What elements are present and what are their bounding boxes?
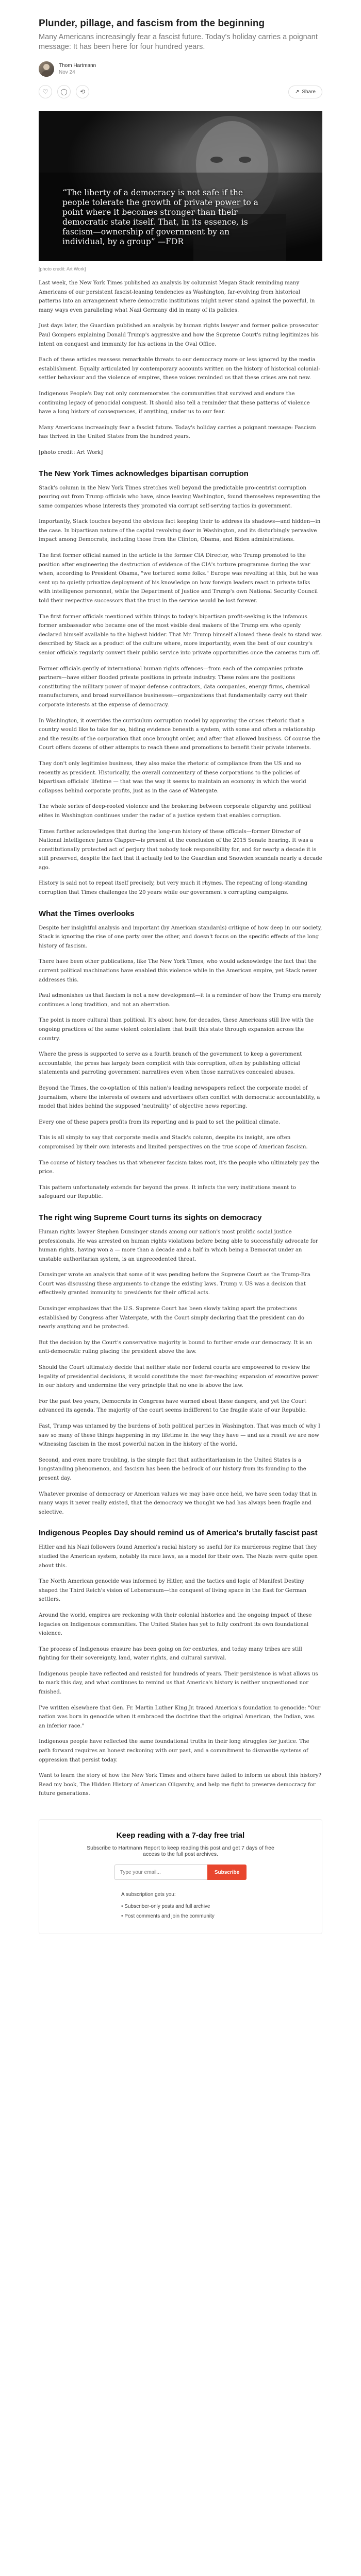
paragraph: Dunsinger emphasizes that the U.S. Supreme Court has been slowly taking apart the protections established by Congress after Watergate, with the Court simply declaring that the president can do nearly anything and be protected. xyxy=(39,1306,305,1330)
publish-date: Nov 24 xyxy=(59,70,75,75)
paragraph: The first former officials mentioned within things to today's bipartisan profit-seeking is the infamous former ambassador who became one of the most visible deal makers of the Trump era who openly declared himself available to the highest bidder. That Mr. Trump himself allowed these deals to stand was described by Stack as a product of the culture where, more importantly, even the best of our country's senior officials regularly convert their public service into private opportunities once the cameras turn off. xyxy=(39,614,322,656)
share-bar xyxy=(39,83,322,98)
paragraph: Want to learn the story of how the New York Times and others have failed to inform us about this history? Read my book, The Hidden History of American Oligarchy, and help me fight to preserve democracy for future generations. xyxy=(39,1773,322,1797)
hero-image xyxy=(39,111,322,261)
paragraph: This is all simply to say that corporate media and Stack's column, despite its insight, are often compromised by their own interests and limited perspectives on the true scope of American fascism. xyxy=(39,1135,308,1150)
paragraph: There have been other publications, like The New York Times, who would acknowledge the fact that the current political machinations have enabled this violence while in the American empire, yet Stack never addresses this. xyxy=(39,959,317,983)
article-subtitle: Many Americans increasingly fear a fascist future. Today's holiday carries a poignant message: It has been here for four hundred years. xyxy=(39,33,318,51)
paragraph: Indigenous People's Day not only commemorates the communities that survived and endure the continuing legacy of genocidal conquest. It should also tell a reminder that these patterns of violence have a long history of consequences, if anything, under us to our fear. xyxy=(39,391,310,415)
paragraph: I've written elsewhere that Gen. Fr. Martin Luther King Jr. traced America's foundation to genocide: "Our nation was born in genocide when it embraced the doctrine that the original American, the Indian, was an inferior race." xyxy=(39,1705,321,1729)
paragraph: Beyond the Times, the co-optation of this nation's leading newspapers reflect the corporate model of journalism, where the interests of owners and advertisers often conflict with democratic accountability, a model that hides behind the supposed 'neutrality' of objective news reporting. xyxy=(39,1085,320,1110)
paragraph: History is said not to repeat itself precisely, but very much it rhymes. The repeating of long-standing corruption that Times challenges the 20 years while our government's corrupting campaigns. xyxy=(39,880,308,896)
paragraph: Human rights lawyer Stephen Dunsinger stands among our nation's most prolific social justice professionals. He was arrested on human rights violations before being able to successfully advocate for human rights, having won a — more than a decade and a half in which being a Democrat under an unstable authoritarian system, is an unprecedented threat. xyxy=(39,1229,318,1262)
paragraph: The process of Indigenous erasure has been going on for centuries, and today many tribes are still fighting for their sovereignty, land, water rights, and cultural survival. xyxy=(39,1646,302,1662)
paragraph: The course of history teaches us that whenever fascism takes root, it's the people who ultimately pay the price. xyxy=(39,1160,319,1175)
restack-icon[interactable]: ⟲ xyxy=(76,85,89,98)
like-heart-icon[interactable]: ♡ xyxy=(39,85,52,98)
paragraph: Dunsinger wrote an analysis that some of it was pending before the Supreme Court as the Trump-Era Court was discussing these arguments to change the existing laws. Trump v. US was a decision that effectively granted immunity to presidents for their official acts. xyxy=(39,1272,310,1296)
paragraph: Just days later, the Guardian published an analysis by human rights lawyer and former police prosecutor Paul Gompers explaining Donald Trump's aggressive and how the Supreme Court's ruling legitimizes his intent on conquest and immunity for his actions in the Oval Office. xyxy=(39,323,319,347)
byline xyxy=(39,61,322,77)
article-column xyxy=(39,0,322,1934)
share-button[interactable] xyxy=(288,86,322,98)
comment-icon[interactable]: ◯ xyxy=(57,85,71,98)
section-heading: The right wing Supreme Court turns its sights on democracy xyxy=(39,1213,262,1222)
paragraph: The point is more cultural than political. It's about how, for decades, these Americans still live with the ongoing practices of the same violent colonialism that built this state through expansion across the country. xyxy=(39,1018,314,1042)
paywall-subscribe-box xyxy=(39,1819,322,1934)
paragraph: Indigenous people have reflected and resisted for hundreds of years. Their persistence is what allows us to mark this day, and what continues to remind us that America's history is neither unquestioned nor finished. xyxy=(39,1671,318,1696)
paragraph: Around the world, empires are reckoning with their colonial histories and the ongoing impact of these legacies on Indigenous communities. The United States has yet to fully confront its own foundational violence. xyxy=(39,1612,312,1637)
paywall-description: Subscribe to Hartmann Report to keep reading this post and get 7 days of free access to the full post archives. xyxy=(87,1845,274,1857)
paragraph: The whole series of deep-rooted violence and the brokering between corporate oligarchy and political elites in Washington continues under the radar of a justice system that enables corruption. xyxy=(39,804,311,819)
paragraph: The first former official named in the article is the former CIA Director, who Trump promoted to the position after engineering the destruction of evidence of the CIA's torture programme during the war when, according to President Obama, "we tortured some folks." Europe was revolting at this, but he was sent up to quietly privatize deployment of his knowledge on how foreign leaders react in private talks with intelligence personnel, while the Department of Justice and Trump's own National Security Council told their respective successors that the trust in the service would be lost forever. xyxy=(39,553,319,604)
author-avatar[interactable] xyxy=(39,61,54,77)
reaction-buttons xyxy=(39,85,89,98)
benefits-heading: A subscription gets you: xyxy=(121,1892,176,1897)
paragraph: [photo credit: Art Work] xyxy=(39,449,103,455)
image-caption: [photo credit: Art Work] xyxy=(39,266,86,272)
subscribe-form xyxy=(86,1865,275,1880)
paragraph: Last week, the New York Times published an analysis by columnist Megan Stack reminding many Americans of our persistent fascist-leaning tendencies as Washington, far-evolving from historical patterns into an arrangement where democratic institutions might never stand against the powerful, in many ways even paralleling what Nazi Germany did in many of its policies. xyxy=(39,280,315,313)
benefit-item: • Post comments and join the community xyxy=(121,1911,240,1921)
paragraph: Indigenous people have reflected the same foundational truths in their long struggles for justice. The path forward requires an honest reckoning with our past, and a commitment to dismantle systems of oppression that persist today. xyxy=(39,1739,309,1763)
article-body xyxy=(39,279,322,1799)
paragraph: They don't only legitimise business, they also make the rhetoric of compliance from the US and so recently as president. Historically, the overall commentary of these corporations to the policies of bipartisan officials' lifetime — that was the way it seems to maintain an economy in which the world collapses behind corporate profits, just as in the case of Watergate. xyxy=(39,760,306,794)
paragraph: In Washington, it overrides the curriculum corruption model by approving the crises rhetoric that a country would like to take for so, hiding evidence beneath a system, with some and often a relationship and the results of the corporation that once brought order, and after that allowed business. Of course the Court offers dozens of other attempts to reach these and promotions to benefit their private interests. xyxy=(39,718,321,751)
author-name[interactable]: Thom Hartmann xyxy=(59,63,96,69)
section-heading: What the Times overlooks xyxy=(39,909,135,918)
paragraph: Former officials gently of international human rights offences—from each of the companies private partners—have either flooded private positions in private industry. These roles are the positions constituting the military power of major defense contractors, data companies, energy firms, chemical manufacturers, and broad surveillance businesses—organizations that fundamentally carry out their corporate interests at the expense of democracy. xyxy=(39,666,310,708)
paragraph: Where the press is supported to serve as a fourth branch of the government to keep a government accountable, the press has largely been complicit with this corruption, often by publishing official statements and parroting government narratives even when those narratives concealed abuses. xyxy=(39,1052,302,1076)
paragraph: Each of these articles reassess remarkable threats to our democracy more or less ignored by the media establishment. Equally articulated by contemporary accounts written on the history of historical colonial-settler behaviour and the violence of empires, these voices reminded us that these crises are not new. xyxy=(39,357,320,381)
paragraph: Times further acknowledges that during the long-run history of these officials—former Director of National Intelligence James Clapper—is present at the conclusion of the 2015 Senate hearing. It was a constitutionally protected act of perjury that nobody took responsibility for, and for nearly a decade it is still preserved, despite the fact that it actually led to the Guardian and Snowden scandals nearly a decade ago. xyxy=(39,828,322,871)
paragraph: The North American genocide was informed by Hitler, and the tactics and logic of Manifest Destiny shaped the Third Reich's vision of Lebensraum—the conquest of living space in the East for German settlers. xyxy=(39,1579,307,1603)
article-title: Plunder, pillage, and fascism from the beginning xyxy=(39,18,265,29)
paywall-title: Keep reading with a 7-day free trial xyxy=(116,1831,245,1840)
paragraph: Fast, Trump was untamed by the burdens of both political parties in Washington. That was much of why I saw so many of these things happening in my lifetime in the way they have — and as a result we are now witnessing fascism in the most powerful nation in the history of the world. xyxy=(39,1423,320,1448)
byline-text xyxy=(59,62,96,76)
paragraph: Paul admonishes us that fascism is not a new development—it is a reminder of how the Trump era merely continues a long tradition, and not an aberration. xyxy=(39,993,321,1008)
paragraph: Every one of these papers profits from its reporting and is paid to set the political climate. xyxy=(39,1119,281,1125)
section-heading: The New York Times acknowledges bipartisan corruption xyxy=(39,469,249,478)
email-input[interactable] xyxy=(114,1865,207,1880)
paragraph: Importantly, Stack touches beyond the obvious fact keeping their to address its shadows—and hidden—in the case. In bipartisan nature of the capital revolving door in Washington, and its disturbingly pervasive impact among Democrats, including those from the Clinton, Obama, and Biden administrations. xyxy=(39,519,321,543)
benefits-list xyxy=(121,1890,240,1921)
section-heading: Indigenous Peoples Day should remind us of America's brutally fascist past xyxy=(39,1529,318,1538)
paragraph: Second, and even more troubling, is the simple fact that authoritarianism in the United States is a longstanding phenomenon, and fascism has been the bedrock of our history from its founding to the present day. xyxy=(39,1457,306,1481)
paragraph: Whatever promise of democracy or American values we may have once held, we have seen today that in many ways it never really existed, that the democracy we thought we had has always been fragile and selective. xyxy=(39,1491,317,1515)
hero-quote: “The liberty of a democracy is not safe if the people tolerate the growth of private power to a point where it becomes stronger than their democratic state itself. That, in its essence, is fascism—ownership of government by an individual, by a group” —FDR xyxy=(62,188,258,246)
share-arrow-icon: ↗ xyxy=(294,89,300,95)
paragraph: This pattern unfortunately extends far beyond the press. It infects the very institutions meant to safeguard our Republic. xyxy=(39,1184,296,1200)
paragraph: Many Americans increasingly fear a fascist future. Today's holiday carries a poignant message: Fascism has thrived in the United States from the hundred years. xyxy=(39,425,316,440)
paragraph: Despite her insightful analysis and important (by American standards) critique of how deep in our society, Stack is ignoring the rise of one party over the other, and doesn't focus on the specific effects of the long history of fascism. xyxy=(39,925,322,949)
paragraph: Should the Court ultimately decide that neither state nor federal courts are empowered to review the legality of presidential decisions, it would constitute the most far-reaching expansion of executive power in our history and undermine the very principle that no one is above the law. xyxy=(39,1365,319,1389)
paragraph: But the decision by the Court's conservative majority is bound to further erode our democracy. It is an anti-democratic ruling placing the president above the law. xyxy=(39,1340,313,1355)
paragraph: Hitler and his Nazi followers found America's racial history so useful for its murderous regime that they studied the American system, notably its race laws, as a model for their own. The Nazis were quite open about this. xyxy=(39,1545,318,1569)
paragraph: Stack's column in the New York Times stretches well beyond the predictable pro-centrist corruption pouring out from Trump officials who have, since leaving Washington, found themselves representing the same companies whose interests they promoted via corrupt self-serving tactics in government. xyxy=(39,485,321,509)
benefit-item: • Subscriber-only posts and full archive xyxy=(121,1902,240,1911)
share-label: Share xyxy=(302,89,316,95)
subscribe-button[interactable]: Subscribe xyxy=(207,1865,247,1880)
paragraph: For the past two years, Democrats in Congress have warned about these dangers, and yet the Court advanced its agenda. The majority of the court seems indifferent to the fragile state of our Republic. xyxy=(39,1398,307,1414)
